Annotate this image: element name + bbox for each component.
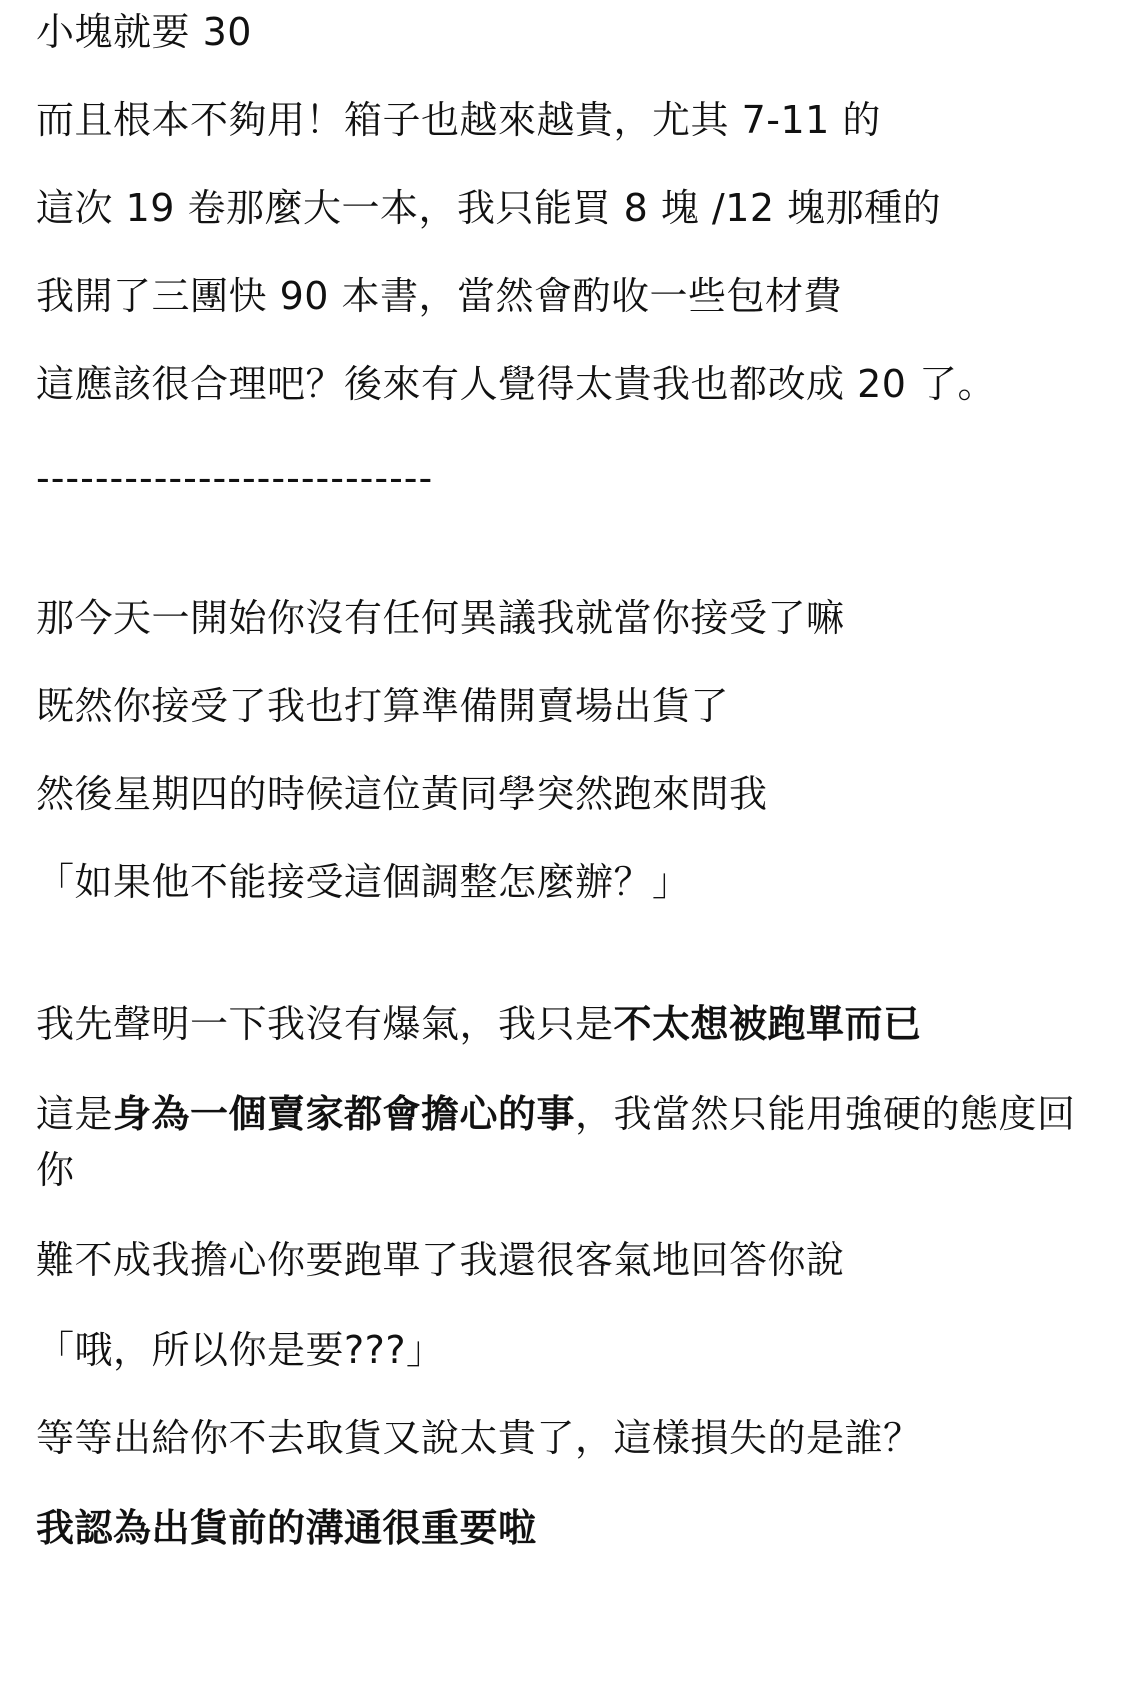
text-line	[36, 996, 922, 1052]
text-line: 小塊就要 30	[36, 10, 252, 54]
text-line: 等等出給你不去取貨又說太貴了，這樣損失的是誰？	[36, 1416, 922, 1460]
bold-text-run: 身為一個賣家都會擔心的事	[113, 1092, 576, 1136]
text-line: 我開了三團快 90 本書，當然會酌收一些包材費	[36, 274, 843, 318]
text-line	[36, 1086, 1076, 1198]
text-line: 「哦，所以你是要???」	[36, 1328, 445, 1372]
text-line: 而且根本不夠用！箱子也越來越貴，尤其 7-11 的	[36, 98, 881, 142]
text-run: 這是	[36, 1092, 114, 1136]
section-divider: ---------------------------	[36, 456, 434, 500]
text-line: 這應該很合理吧？後來有人覺得太貴我也都改成 20 了。	[36, 362, 997, 406]
text-line: 「如果他不能接受這個調整怎麼辦？」	[36, 860, 691, 904]
text-run: ，我當然只能用強硬的態度回你	[36, 1092, 1076, 1192]
text-line: 既然你接受了我也打算準備開賣場出貨了	[36, 684, 730, 728]
text-run: 我先聲明一下我沒有爆氣，我只是	[36, 1002, 614, 1046]
bold-text-run: 不太想被跑單而已	[613, 1002, 922, 1046]
text-line: 然後星期四的時候這位黃同學突然跑來問我	[36, 772, 768, 816]
text-line: 那今天一開始你沒有任何異議我就當你接受了嘛	[36, 596, 845, 640]
bold-text-line: 我認為出貨前的溝通很重要啦	[36, 1506, 537, 1550]
text-line: 難不成我擔心你要跑單了我還很客氣地回答你說	[36, 1238, 845, 1282]
text-line: 這次 19 卷那麼大一本，我只能買 8 塊 /12 塊那種的	[36, 186, 942, 230]
